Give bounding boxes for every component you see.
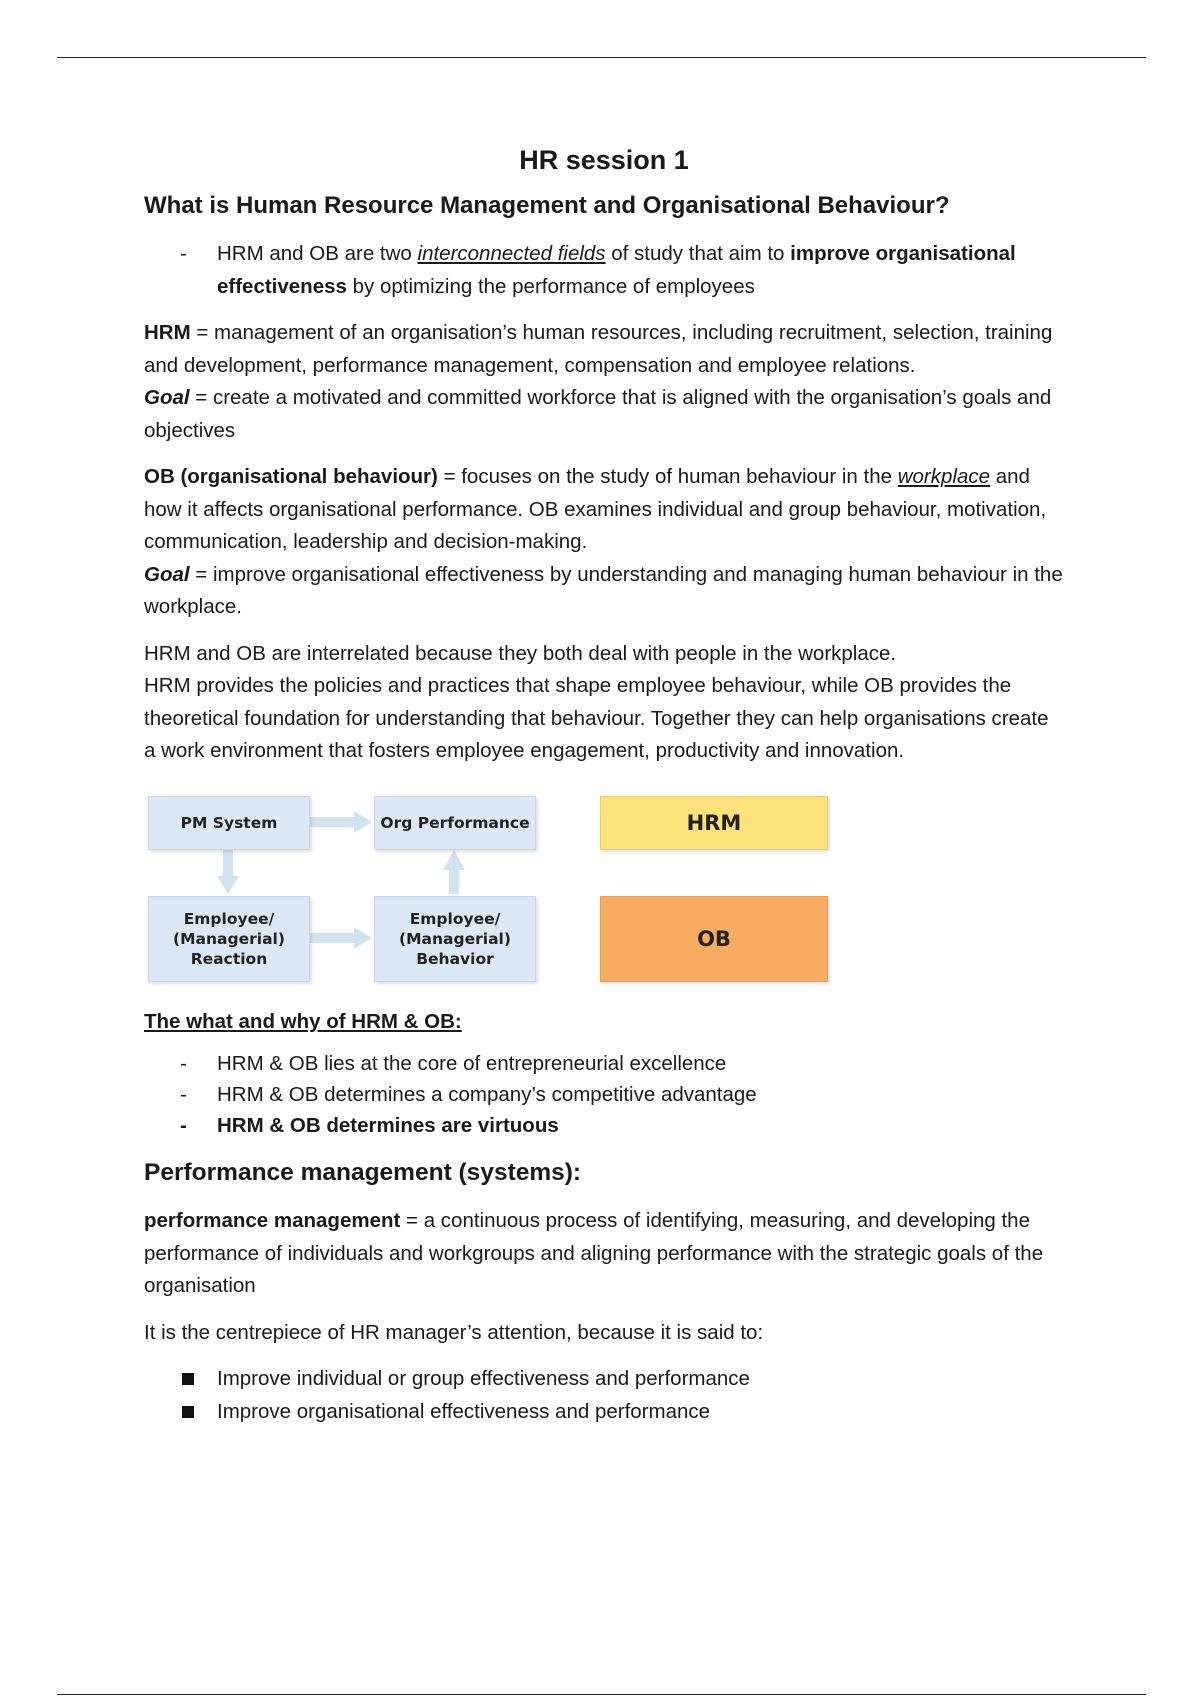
document-title: HR session 1	[519, 145, 689, 175]
what-why-list	[144, 1048, 1064, 1141]
arrow-pm-to-org-head	[354, 811, 372, 833]
arrow-pm-to-reaction	[223, 850, 233, 878]
ob-term: OB (organisational behaviour)	[144, 465, 438, 488]
employee-reaction-box: Employee/ (Managerial) Reaction	[148, 896, 310, 982]
hrm-box: HRM	[600, 796, 828, 850]
what-why-heading: The what and why of HRM & OB:	[144, 1009, 462, 1033]
pm-system-box: PM System	[148, 796, 310, 850]
list-item: - HRM & OB lies at the core of entrepreneurial excellence	[144, 1048, 1064, 1079]
performance-intro: It is the centrepiece of HR manager’s attention, because it is said to:	[144, 1320, 764, 1344]
goal-label: Goal	[144, 386, 190, 409]
relation-paragraph: HRM provides the policies and practices that shape employee behaviour, while OB provides the theoretical foundation for understanding that behaviour. Together they can help organisations create a work environment that fosters employee engagement, productivity and innovation.	[144, 674, 1049, 762]
improve-effectiveness-text: improve organisational effectiveness	[217, 242, 1016, 298]
list-item: Improve individual or group effectiveness and performance	[144, 1363, 1064, 1396]
footer-rule	[57, 1694, 1146, 1695]
ob-box: OB	[600, 896, 828, 982]
list-item: Improve organisational effectiveness and performance	[144, 1396, 1064, 1429]
performance-heading: Performance management (systems):	[144, 1159, 582, 1186]
ob-goal: Goal = improve organisational effectiveness by understanding and managing human behaviour in the workplace.	[144, 562, 1063, 618]
document-body	[144, 140, 1064, 1442]
ob-definition: OB (organisational behaviour) = focuses on the study of human behaviour in the workplace and how it affects organisational performance. OB examines individual and group behaviour, motivation, communication, leadership and decision-making.	[144, 465, 1047, 553]
list-item: - HRM & OB determines are virtuous	[144, 1110, 1064, 1141]
list-item: - HRM & OB determines a company’s competitive advantage	[144, 1079, 1064, 1110]
intro-bullet-list	[144, 238, 1064, 303]
employee-behavior-box: Employee/ (Managerial) Behavior	[374, 896, 536, 982]
arrow-behavior-to-org	[449, 868, 459, 894]
performance-list	[144, 1363, 1064, 1428]
goal-label: Goal	[144, 562, 190, 586]
intro-bullet: - HRM and OB are two interconnected fields of study that aim to improve organisational effectiveness by optimizing the performance of employees	[144, 238, 1064, 303]
hrm-ob-diagram	[142, 786, 1062, 996]
arrow-pm-to-org	[310, 817, 354, 827]
arrow-pm-to-reaction-head	[217, 876, 239, 894]
section-heading-hrm-ob: What is Human Resource Management and Organisational Behaviour?	[144, 192, 950, 219]
relation-line-1: HRM and OB are interrelated because they both deal with people in the workplace.	[144, 641, 897, 665]
org-performance-box: Org Performance	[374, 796, 536, 850]
header-rule	[57, 57, 1146, 58]
workplace-text: workplace	[897, 465, 991, 488]
arrow-behavior-to-org-head	[443, 850, 465, 870]
performance-definition: performance management = a continuous process of identifying, measuring, and developing the performance of individuals and workgroups and aligning performance with the strategic goals of the organisation	[144, 1209, 1044, 1297]
arrow-reaction-to-behavior	[310, 933, 354, 943]
arrow-reaction-to-behavior-head	[354, 927, 372, 949]
hrm-goal: Goal = create a motivated and committed workforce that is aligned with the organisation’s goals and objectives	[144, 386, 1052, 442]
hrm-term: HRM	[144, 321, 191, 344]
performance-term: performance management	[144, 1209, 401, 1232]
interconnected-fields-text: interconnected fields	[417, 242, 606, 265]
hrm-definition: HRM = management of an organisation’s human resources, including recruitment, selection, training and development, performance management, compensation and employee relations.	[144, 321, 1053, 377]
